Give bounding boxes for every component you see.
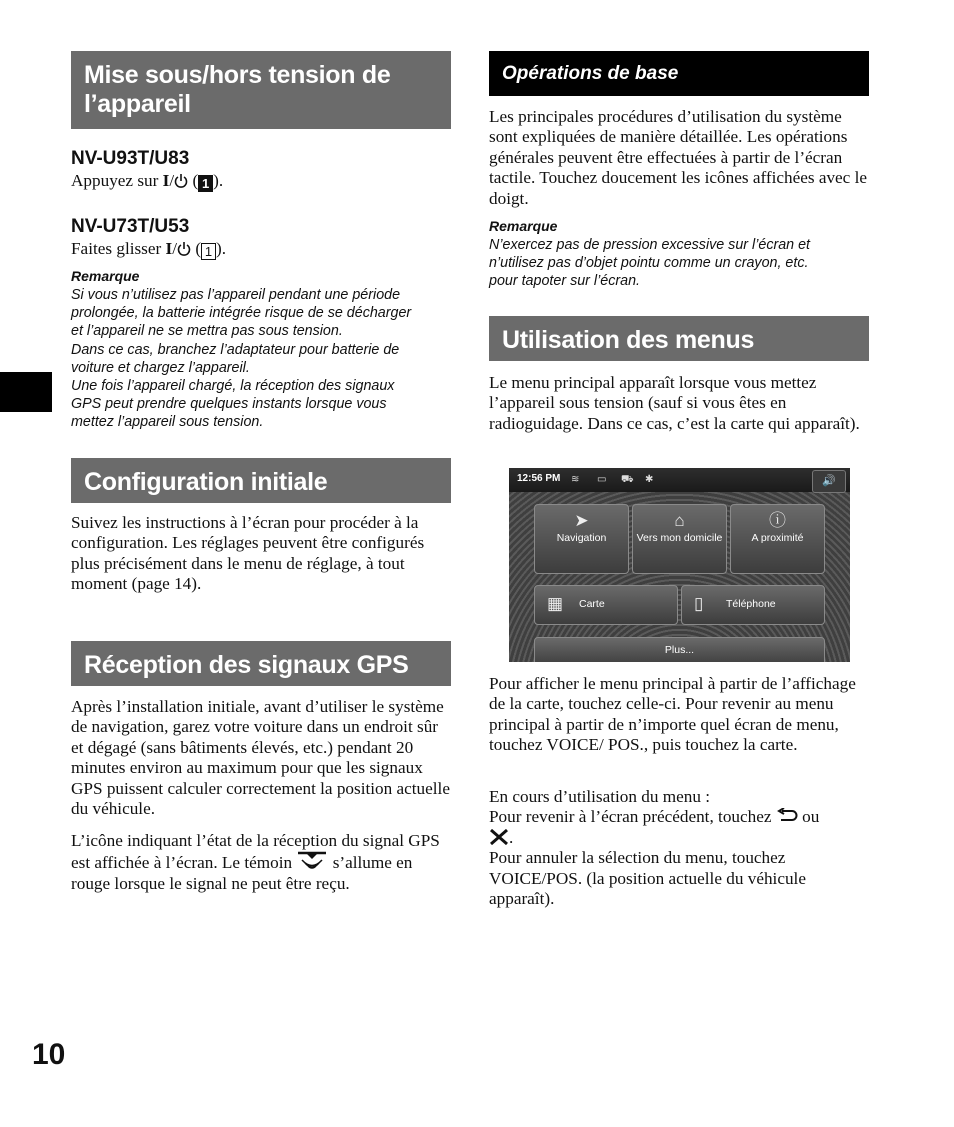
gps-text-b: s’allume en rouge lorsque le signal ne peut être reçu. (71, 853, 413, 893)
clock: 12:56 PM (517, 473, 561, 484)
model2-end: ). (216, 239, 227, 258)
status-bar (509, 468, 850, 492)
gps-signal-icon (296, 851, 328, 871)
tile-navigation[interactable] (534, 504, 629, 574)
map-grid-icon: ▦ (547, 594, 564, 613)
tile-label: Navigation (556, 532, 607, 544)
gps-paragraph-2 (71, 831, 451, 894)
tile-home[interactable] (632, 504, 727, 574)
tile-phone[interactable] (681, 585, 825, 625)
heading-operations: Opérations de base (489, 51, 869, 96)
gps-status-icon: ≋ (571, 474, 580, 485)
remark-line: mettez l’appareil sous tension. (71, 414, 264, 431)
home-icon: ⌂ (674, 511, 685, 530)
remark-text (489, 236, 874, 291)
usage-line-3 (489, 828, 869, 848)
heading-power: Mise sous/hors tension de l’appareil (71, 51, 451, 129)
usage-line-1: En cours d’utilisation du menu : (489, 787, 711, 806)
model1-text: Appuyez sur (71, 171, 163, 190)
remark-line: Dans ce cas, branchez l’adaptateur pour batterie de (71, 341, 400, 358)
usage-back-text: Pour revenir à l’écran précédent, touchez (489, 807, 776, 827)
tile-label: Vers mon domicile (636, 532, 723, 544)
chapter-tab (0, 372, 52, 412)
remark-line: voiture et chargez l’appareil. (71, 359, 250, 376)
model-heading-1: NV-U93T/U83 (71, 148, 190, 169)
heading-menus: Utilisation des menus (489, 316, 869, 361)
model2-instruction: Faites glisser I/ ( 1 ). (71, 239, 227, 259)
tile-nearby[interactable] (730, 504, 825, 574)
model2-text: Faites glisser (71, 239, 166, 258)
usage-line-4: Pour annuler la sélection du menu, touchez VOICE/POS. (la position actuelle du véhicule apparaît). (489, 848, 806, 909)
remark-line: Si vous n’utilisez pas l’appareil pendant une période (71, 287, 401, 303)
remark-line: GPS peut prendre quelques instants lorsque vous (71, 396, 387, 413)
power-icon (174, 173, 188, 189)
remark-line: et l’appareil ne se mettra pas sous tension. (71, 323, 343, 340)
power-icon (177, 241, 191, 257)
close-icon (489, 829, 509, 845)
menus-text: Le menu principal apparaît lorsque vous mettez l’appareil sous tension (sauf si vous êtes en radioguidage. Dans ce cas, c’est la carte qui apparaît). (489, 373, 860, 433)
remark-title: Remarque (71, 268, 140, 284)
info-icon: ⓘ (769, 511, 786, 530)
back-arrow-icon (776, 808, 798, 824)
remark-text (71, 286, 456, 432)
usage-block (489, 787, 869, 909)
tile-map[interactable] (534, 585, 678, 625)
remark-line: prolongée, la batterie intégrée risque de se décharger (71, 305, 412, 322)
operations-text: Les principales procédures d’utilisation du système sont expliquées de manière détaillée. Les opérations générales peuvent être effectuées à partir de l’écran tactile. Touchez doucement les icônes affichées avec le doigt. (489, 107, 868, 208)
config-text: Suivez les instructions à l’écran pour procéder à la configuration. Les réglages peuvent être configurés plus précisément dans le menu de réglage, à tout moment (page 14). (71, 513, 425, 594)
key-1-filled: 1 (198, 175, 213, 192)
remark-title: Remarque (489, 218, 558, 234)
phone-icon: ▯ (694, 594, 704, 613)
tile-label: Carte (579, 598, 605, 610)
model-heading-2: NV-U73T/U53 (71, 216, 190, 237)
remark-line: N’exercez pas de pression excessive sur l’écran et (489, 237, 811, 253)
remark-line: n’utilisez pas d’objet pointu comme un crayon, etc. (489, 255, 809, 272)
remark-line: Une fois l’appareil chargé, la réception des signaux (71, 378, 395, 395)
gps-paragraph-1: Après l’installation initiale, avant d’utiliser le système de navigation, garez votre voiture dans un endroit sûr et dégagé (sans bâtiments élevés, etc.) pendant 20 minutes environ au maximum pour que les signaux GPS puissent calculer correctement la position actuelle du véhicule. (71, 697, 450, 819)
model1-end: ). (213, 171, 224, 190)
model1-instruction: Appuyez sur I/ ( 1 ). (71, 171, 224, 191)
tile-label: A proximité (751, 532, 804, 544)
usage-or: ou (797, 807, 820, 827)
remark-line: pour tapoter sur l’écran. (489, 273, 640, 290)
heading-gps: Réception des signaux GPS (71, 641, 451, 686)
tile-label: Téléphone (726, 598, 776, 610)
battery-icon: ▭ (597, 474, 607, 485)
bluetooth-icon: ✱ (645, 474, 654, 485)
gps-text-a: L’icône indiquant l’état de la réception du signal GPS est affichée à l’écran. Le témoin (71, 831, 440, 873)
page-number: 10 (32, 1038, 66, 1071)
usage-line-2 (489, 807, 869, 827)
usage-period: . (509, 827, 514, 847)
key-1-outline: 1 (201, 243, 216, 260)
device-screenshot (509, 468, 850, 662)
after-screenshot-text: Pour afficher le menu principal à partir de l’affichage de la carte, touchez celle-ci. Pour revenir au menu principal à partir de n’importe quel écran de menu, touchez VOICE/ POS., puis touchez la carte. (489, 674, 856, 755)
heading-config: Configuration initiale (71, 458, 451, 503)
navigation-arrow-icon: ➤ (574, 511, 589, 530)
car-icon: ⛟ (621, 474, 634, 485)
tile-more[interactable]: Plus... (534, 637, 825, 662)
speaker-icon[interactable]: 🔊 (812, 470, 846, 493)
